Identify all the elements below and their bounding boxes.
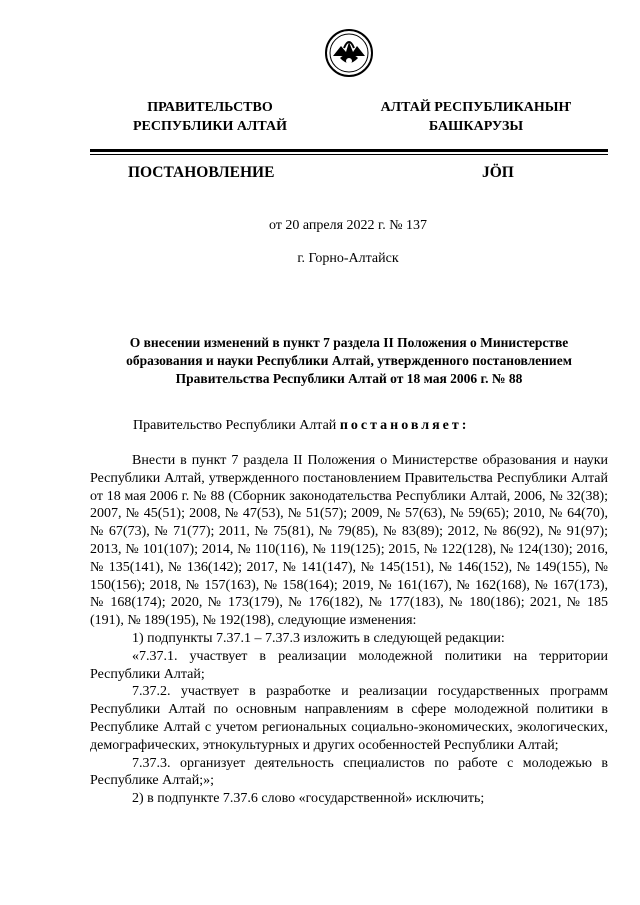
header-right-line1: АЛТАЙ РЕСПУБЛИКАНЫҤ	[380, 100, 572, 115]
body-paragraph: 7.37.3. организует деятельность специалистов по работе с молодежью в Республике Алтай;»;	[90, 755, 608, 789]
header-left	[110, 98, 310, 136]
body-paragraph: 7.37.2. участвует в разработке и реализации государственных программ Республики Алтай по основным направлениям в сфере молодежной политики в Республике Алтай с учетом региональных социально-экономических, экологических, демографических, этнокультурных и других особенностей Республики Алтай;	[90, 684, 608, 753]
republic-altai-emblem-icon	[324, 28, 374, 78]
header-right-line2: БАШКАРУЗЫ	[428, 119, 524, 134]
header-divider-thin	[90, 154, 608, 155]
header-left-line1: ПРАВИТЕЛЬСТВО	[147, 100, 273, 115]
decree-verb: постановляет:	[339, 418, 470, 433]
document-body	[90, 452, 608, 808]
body-paragraph: 1) подпункты 7.37.1 – 7.37.3 изложить в следующей редакции:	[132, 630, 505, 646]
date-number-line: от 20 апреля 2022 г. № 137	[268, 218, 428, 233]
city-line: г. Горно-Алтайск	[297, 251, 399, 266]
document-title: О внесении изменений в пункт 7 раздела II Положения о Министерстве образования и науки Республики Алтай, утвержденного постановлением Правительства Республики Алтай от 18 мая 2006 г. № 88	[126, 335, 572, 386]
decree-line	[133, 418, 469, 434]
header-right	[360, 98, 592, 136]
doc-type-altai: JÖП	[482, 164, 514, 181]
body-paragraph: Внести в пункт 7 раздела II Положения о Министерстве образования и науки Республики Алтай, утвержденного постановлением Правительства Республики Алтай от 18 мая 2006 г. № 88 (Сборник законодательства Республики Алтай, 2006, № 32(38); 2007, № 45(51); 2008, № 47(53), № 51(57); 2009, № 57(63), № 59(65); 2010, № 64(70), № 67(73), № 71(77); 2011, № 75(81), № 79(85), № 83(89); 2012, № 86(92), № 91(97); 2013, № 101(107); 2014, № 110(116), № 119(125); 2015, № 122(128), № 124(130); 2016, № 135(141), № 136(142); 2017, № 141(147), № 145(151), № 146(152), № 149(155), № 150(156); 2018, № 157(163), № 158(164); 2019, № 161(167), № 162(168), № 167(173), № 168(174); 2020, № 173(179), № 176(182), № 177(183), № 180(186); 2021, № 185 (191), № 189(195), № 192(198), следующие изменения:	[90, 453, 608, 629]
body-paragraph: «7.37.1. участвует в реализации молодежной политики на территории Республики Алтай;	[90, 648, 608, 682]
body-paragraph: 2) в подпункте 7.37.6 слово «государственной» исключить;	[132, 791, 485, 807]
decree-subject: Правительство Республики Алтай	[133, 418, 337, 433]
header-left-line2: РЕСПУБЛИКИ АЛТАЙ	[132, 119, 288, 134]
doc-type-russian: ПОСТАНОВЛЕНИЕ	[128, 164, 275, 181]
header-divider-thick	[90, 149, 608, 152]
